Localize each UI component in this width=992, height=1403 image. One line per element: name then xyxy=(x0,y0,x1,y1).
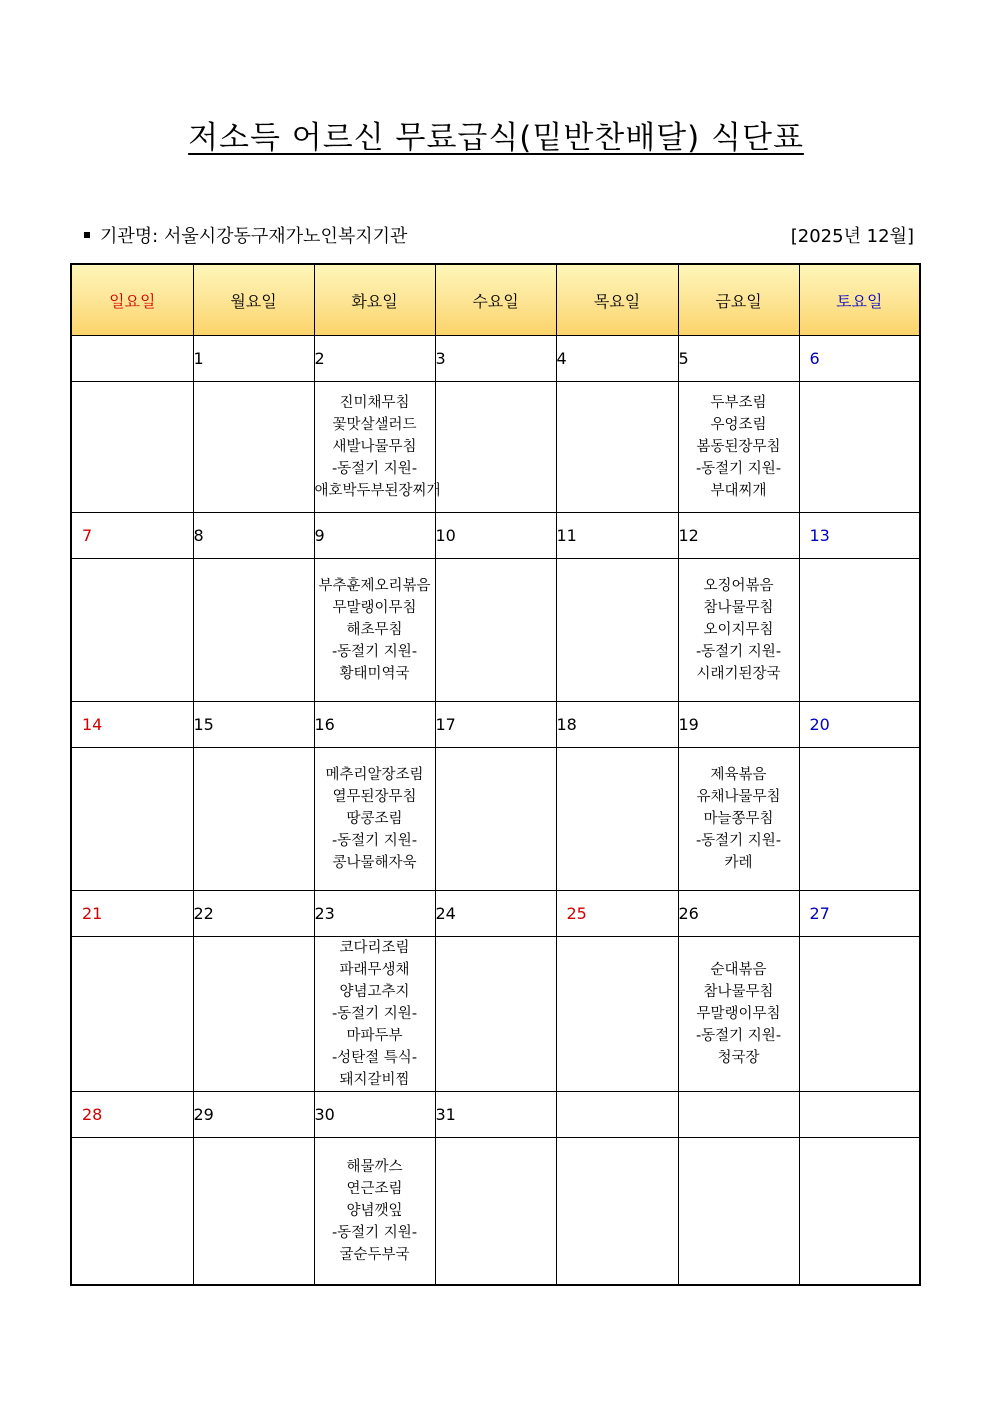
menu-cell-monday xyxy=(193,937,314,1092)
menu-cell-friday xyxy=(678,382,799,513)
date-row xyxy=(71,513,920,559)
menu-cell-monday xyxy=(193,382,314,513)
weekday-monday: 월요일 xyxy=(193,264,314,336)
menu-cell-friday xyxy=(678,937,799,1092)
menu-row xyxy=(71,382,920,513)
menu-cell-saturday xyxy=(799,748,920,891)
menu-cell-wednesday xyxy=(435,748,556,891)
menu-cell-friday xyxy=(678,559,799,702)
menu-cell-thursday xyxy=(556,748,678,891)
menu-text: 진미채무침 꽃맛살샐러드 새발나물무침 -동절기 지원- 애호박두부된장찌개 xyxy=(314,395,441,499)
menu-cell-tuesday xyxy=(314,382,441,513)
date-cell-friday: 26 xyxy=(678,891,799,937)
menu-cell-sunday xyxy=(71,382,193,513)
menu-text: 해물까스 연근조림 양념깻잎 -동절기 지원- 굴순두부국 xyxy=(331,1159,418,1263)
date-cell-sunday: 14 xyxy=(71,702,193,748)
date-cell-monday: 22 xyxy=(193,891,314,937)
menu-cell-tuesday xyxy=(314,748,435,891)
weekday-tuesday: 화요일 xyxy=(314,264,435,336)
menu-cell-monday xyxy=(193,559,314,702)
menu-cell-saturday xyxy=(799,1138,920,1286)
date-row xyxy=(71,1092,920,1138)
date-row xyxy=(71,891,920,937)
menu-row xyxy=(71,559,920,702)
date-cell-sunday: 28 xyxy=(71,1092,193,1138)
menu-cell-friday xyxy=(678,748,799,891)
date-cell-tuesday: 9 xyxy=(314,513,435,559)
menu-cell-friday xyxy=(678,1138,799,1286)
date-cell-tuesday: 23 xyxy=(314,891,435,937)
menu-cell-sunday xyxy=(71,1138,193,1286)
date-cell-tuesday: 16 xyxy=(314,702,435,748)
menu-cell-thursday xyxy=(556,559,678,702)
menu-cell-sunday xyxy=(71,937,193,1092)
menu-cell-thursday xyxy=(556,1138,678,1286)
menu-cell-monday xyxy=(193,748,314,891)
menu-cell-tuesday xyxy=(314,937,435,1092)
organization-label: 기관명: 서울시강동구재가노인복지기관 xyxy=(100,226,408,247)
weekday-sunday: 일요일 xyxy=(71,264,193,336)
menu-cell-thursday xyxy=(556,937,678,1092)
date-cell-monday: 8 xyxy=(193,513,314,559)
date-cell-saturday: 27 xyxy=(799,891,920,937)
menu-cell-tuesday xyxy=(314,1138,435,1286)
date-cell-thursday: 25 xyxy=(556,891,678,937)
date-cell-monday: 1 xyxy=(193,336,314,382)
menu-row xyxy=(71,937,920,1092)
page-title: 저소득 어르신 무료급식(밑반찬배달) 식단표 xyxy=(188,120,804,156)
date-cell-wednesday: 3 xyxy=(435,336,556,382)
menu-cell-wednesday xyxy=(435,382,556,513)
weekday-friday: 금요일 xyxy=(678,264,799,336)
menu-text: 두부조림 우엉조림 봄동된장무침 -동절기 지원- 부대찌개 xyxy=(695,395,782,499)
meal-calendar xyxy=(70,263,921,1286)
date-cell-friday: 12 xyxy=(678,513,799,559)
menu-text: 제육볶음 유채나물무침 마늘쫑무침 -동절기 지원- 카레 xyxy=(695,767,782,871)
date-cell-tuesday: 2 xyxy=(314,336,435,382)
bullet-icon xyxy=(84,232,90,238)
menu-cell-wednesday xyxy=(435,559,556,702)
date-cell-saturday xyxy=(799,1092,920,1138)
date-cell-thursday: 18 xyxy=(556,702,678,748)
date-cell-thursday: 11 xyxy=(556,513,678,559)
date-row xyxy=(71,336,920,382)
weekday-wednesday: 수요일 xyxy=(435,264,556,336)
menu-cell-wednesday xyxy=(435,937,556,1092)
menu-cell-wednesday xyxy=(435,1138,556,1286)
menu-cell-tuesday xyxy=(314,559,435,702)
menu-text: 코다리조림 파래무생채 양념고추지 -동절기 지원- 마파두부 -성탄절 특식- 돼지갈비찜 xyxy=(331,940,418,1088)
weekday-header-row xyxy=(71,264,920,336)
menu-cell-sunday xyxy=(71,748,193,891)
date-cell-wednesday: 10 xyxy=(435,513,556,559)
menu-cell-saturday xyxy=(799,937,920,1092)
menu-cell-monday xyxy=(193,1138,314,1286)
date-cell-sunday: 21 xyxy=(71,891,193,937)
weekday-thursday: 목요일 xyxy=(556,264,678,336)
weekday-saturday: 토요일 xyxy=(799,264,920,336)
month-label: [2025년 12월] xyxy=(790,226,914,247)
date-cell-tuesday: 30 xyxy=(314,1092,435,1138)
date-cell-friday: 5 xyxy=(678,336,799,382)
date-cell-friday xyxy=(678,1092,799,1138)
date-cell-thursday: 4 xyxy=(556,336,678,382)
date-cell-saturday: 13 xyxy=(799,513,920,559)
date-cell-saturday: 6 xyxy=(799,336,920,382)
menu-text: 오징어볶음 참나물무침 오이지무침 -동절기 지원- 시래기된장국 xyxy=(695,578,782,682)
menu-cell-saturday xyxy=(799,559,920,702)
menu-text: 메추리알장조림 열무된장무침 땅콩조림 -동절기 지원- 콩나물해자욱 xyxy=(325,767,424,871)
date-cell-wednesday: 31 xyxy=(435,1092,556,1138)
date-cell-thursday xyxy=(556,1092,678,1138)
menu-cell-saturday xyxy=(799,382,920,513)
date-cell-monday: 29 xyxy=(193,1092,314,1138)
date-cell-monday: 15 xyxy=(193,702,314,748)
menu-cell-sunday xyxy=(71,559,193,702)
date-cell-friday: 19 xyxy=(678,702,799,748)
menu-cell-thursday xyxy=(556,382,678,513)
organization-line xyxy=(84,222,407,248)
date-cell-sunday: 7 xyxy=(71,513,193,559)
date-row xyxy=(71,702,920,748)
date-cell-saturday: 20 xyxy=(799,702,920,748)
menu-row xyxy=(71,1138,920,1286)
date-cell-sunday xyxy=(71,336,193,382)
menu-text: 부추훈제오리볶음 무말랭이무침 해초무침 -동절기 지원- 황태미역국 xyxy=(318,578,431,682)
menu-row xyxy=(71,748,920,891)
date-cell-wednesday: 24 xyxy=(435,891,556,937)
date-cell-wednesday: 17 xyxy=(435,702,556,748)
menu-text: 순대볶음 참나물무침 무말랭이무침 -동절기 지원- 청국장 xyxy=(695,962,782,1066)
